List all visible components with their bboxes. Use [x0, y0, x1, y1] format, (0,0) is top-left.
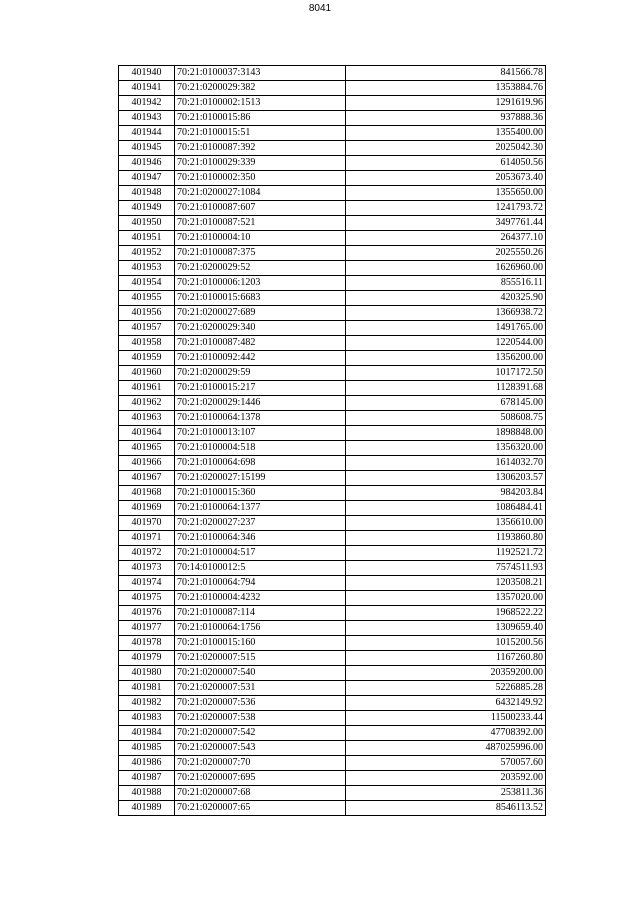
table-row [119, 696, 546, 711]
row-number-cell: 401986 [119, 756, 175, 771]
cadastral-number-cell: 70:21:0200007:540 [175, 666, 346, 681]
row-number-cell: 401953 [119, 261, 175, 276]
value-cell: 1015200.56 [346, 636, 546, 651]
value-cell: 1898848.00 [346, 426, 546, 441]
table-row [119, 546, 546, 561]
row-number-cell: 401946 [119, 156, 175, 171]
value-cell: 1309659.40 [346, 621, 546, 636]
table-row [119, 276, 546, 291]
row-number-cell: 401976 [119, 606, 175, 621]
table-row [119, 726, 546, 741]
cadastral-number-cell: 70:21:0200007:65 [175, 801, 346, 816]
cadastral-number-cell: 70:21:0200029:382 [175, 81, 346, 96]
cadastral-number-cell: 70:21:0200007:531 [175, 681, 346, 696]
cadastral-number-cell: 70:21:0100087:392 [175, 141, 346, 156]
registry-table [118, 65, 546, 816]
value-cell: 1128391.68 [346, 381, 546, 396]
table-row [119, 621, 546, 636]
value-cell: 855516.11 [346, 276, 546, 291]
row-number-cell: 401982 [119, 696, 175, 711]
value-cell: 2025550.26 [346, 246, 546, 261]
value-cell: 420325.90 [346, 291, 546, 306]
row-number-cell: 401956 [119, 306, 175, 321]
row-number-cell: 401987 [119, 771, 175, 786]
value-cell: 1193860.80 [346, 531, 546, 546]
table-row [119, 366, 546, 381]
row-number-cell: 401985 [119, 741, 175, 756]
table-row [119, 786, 546, 801]
value-cell: 1192521.72 [346, 546, 546, 561]
cadastral-number-cell: 70:21:0100064:698 [175, 456, 346, 471]
cadastral-number-cell: 70:21:0200007:536 [175, 696, 346, 711]
table-row [119, 501, 546, 516]
row-number-cell: 401964 [119, 426, 175, 441]
cadastral-number-cell: 70:21:0100087:114 [175, 606, 346, 621]
value-cell: 11500233.44 [346, 711, 546, 726]
cadastral-number-cell: 70:21:0200007:695 [175, 771, 346, 786]
cadastral-number-cell: 70:21:0100015:51 [175, 126, 346, 141]
cadastral-number-cell: 70:21:0100015:6683 [175, 291, 346, 306]
cadastral-number-cell: 70:21:0200007:515 [175, 651, 346, 666]
cadastral-number-cell: 70:21:0100004:518 [175, 441, 346, 456]
cadastral-number-cell: 70:21:0200027:1084 [175, 186, 346, 201]
cadastral-number-cell: 70:21:0100087:521 [175, 216, 346, 231]
table-row [119, 711, 546, 726]
table-row [119, 636, 546, 651]
cadastral-number-cell: 70:21:0100006:1203 [175, 276, 346, 291]
row-number-cell: 401966 [119, 456, 175, 471]
cadastral-number-cell: 70:21:0200029:59 [175, 366, 346, 381]
row-number-cell: 401981 [119, 681, 175, 696]
row-number-cell: 401954 [119, 276, 175, 291]
row-number-cell: 401973 [119, 561, 175, 576]
table-row [119, 96, 546, 111]
value-cell: 1203508.21 [346, 576, 546, 591]
value-cell: 1167260.80 [346, 651, 546, 666]
cadastral-number-cell: 70:21:0200007:538 [175, 711, 346, 726]
row-number-cell: 401940 [119, 66, 175, 81]
row-number-cell: 401944 [119, 126, 175, 141]
row-number-cell: 401943 [119, 111, 175, 126]
value-cell: 487025996.00 [346, 741, 546, 756]
value-cell: 614050.56 [346, 156, 546, 171]
row-number-cell: 401960 [119, 366, 175, 381]
table-row [119, 186, 546, 201]
row-number-cell: 401962 [119, 396, 175, 411]
row-number-cell: 401950 [119, 216, 175, 231]
row-number-cell: 401984 [119, 726, 175, 741]
table-row [119, 681, 546, 696]
page-number: 8041 [308, 3, 332, 14]
row-number-cell: 401988 [119, 786, 175, 801]
row-number-cell: 401989 [119, 801, 175, 816]
value-cell: 1626960.00 [346, 261, 546, 276]
cadastral-number-cell: 70:21:0100064:1756 [175, 621, 346, 636]
cadastral-number-cell: 70:21:0100064:346 [175, 531, 346, 546]
table-row [119, 111, 546, 126]
table-row [119, 486, 546, 501]
table-row [119, 306, 546, 321]
cadastral-number-cell: 70:21:0100015:86 [175, 111, 346, 126]
table-row [119, 321, 546, 336]
row-number-cell: 401970 [119, 516, 175, 531]
table-row [119, 351, 546, 366]
value-cell: 1968522.22 [346, 606, 546, 621]
table-row [119, 261, 546, 276]
cadastral-number-cell: 70:21:0100064:1377 [175, 501, 346, 516]
value-cell: 1356320.00 [346, 441, 546, 456]
value-cell: 2025042.30 [346, 141, 546, 156]
value-cell: 6432149.92 [346, 696, 546, 711]
cadastral-number-cell: 70:21:0200029:52 [175, 261, 346, 276]
table-row [119, 396, 546, 411]
cadastral-number-cell: 70:21:0100037:3143 [175, 66, 346, 81]
cadastral-number-cell: 70:21:0100002:350 [175, 171, 346, 186]
table-row [119, 561, 546, 576]
row-number-cell: 401967 [119, 471, 175, 486]
row-number-cell: 401957 [119, 321, 175, 336]
row-number-cell: 401979 [119, 651, 175, 666]
row-number-cell: 401958 [119, 336, 175, 351]
row-number-cell: 401978 [119, 636, 175, 651]
cadastral-number-cell: 70:21:0100004:517 [175, 546, 346, 561]
value-cell: 1357020.00 [346, 591, 546, 606]
row-number-cell: 401963 [119, 411, 175, 426]
value-cell: 841566.78 [346, 66, 546, 81]
row-number-cell: 401961 [119, 381, 175, 396]
table-row [119, 756, 546, 771]
registry-table-body [119, 66, 546, 816]
value-cell: 1366938.72 [346, 306, 546, 321]
table-row [119, 141, 546, 156]
table-row [119, 336, 546, 351]
table-row [119, 441, 546, 456]
value-cell: 1353884.76 [346, 81, 546, 96]
cadastral-number-cell: 70:21:0100013:107 [175, 426, 346, 441]
cadastral-number-cell: 70:21:0200027:689 [175, 306, 346, 321]
row-number-cell: 401969 [119, 501, 175, 516]
table-row [119, 591, 546, 606]
value-cell: 1241793.72 [346, 201, 546, 216]
cadastral-number-cell: 70:21:0100004:10 [175, 231, 346, 246]
cadastral-number-cell: 70:21:0100092:442 [175, 351, 346, 366]
value-cell: 3497761.44 [346, 216, 546, 231]
table-row [119, 801, 546, 816]
row-number-cell: 401947 [119, 171, 175, 186]
table-row [119, 456, 546, 471]
table-row [119, 651, 546, 666]
cadastral-number-cell: 70:21:0100087:607 [175, 201, 346, 216]
value-cell: 47708392.00 [346, 726, 546, 741]
row-number-cell: 401968 [119, 486, 175, 501]
row-number-cell: 401955 [119, 291, 175, 306]
cadastral-number-cell: 70:21:0100029:339 [175, 156, 346, 171]
value-cell: 1291619.96 [346, 96, 546, 111]
value-cell: 1614032.70 [346, 456, 546, 471]
value-cell: 1086484.41 [346, 501, 546, 516]
cadastral-number-cell: 70:21:0200007:542 [175, 726, 346, 741]
row-number-cell: 401983 [119, 711, 175, 726]
value-cell: 984203.84 [346, 486, 546, 501]
cadastral-number-cell: 70:21:0200027:237 [175, 516, 346, 531]
value-cell: 508608.75 [346, 411, 546, 426]
table-row [119, 516, 546, 531]
value-cell: 253811.36 [346, 786, 546, 801]
cadastral-number-cell: 70:21:0100064:1378 [175, 411, 346, 426]
value-cell: 1356200.00 [346, 351, 546, 366]
value-cell: 7574511.93 [346, 561, 546, 576]
value-cell: 937888.36 [346, 111, 546, 126]
value-cell: 1306203.57 [346, 471, 546, 486]
cadastral-number-cell: 70:21:0100004:4232 [175, 591, 346, 606]
value-cell: 20359200.00 [346, 666, 546, 681]
value-cell: 203592.00 [346, 771, 546, 786]
table-row [119, 171, 546, 186]
row-number-cell: 401941 [119, 81, 175, 96]
cadastral-number-cell: 70:21:0100002:1513 [175, 96, 346, 111]
cadastral-number-cell: 70:21:0200007:543 [175, 741, 346, 756]
table-row [119, 291, 546, 306]
cadastral-number-cell: 70:21:0100087:482 [175, 336, 346, 351]
cadastral-number-cell: 70:21:0200007:68 [175, 786, 346, 801]
cadastral-number-cell: 70:21:0200007:70 [175, 756, 346, 771]
row-number-cell: 401974 [119, 576, 175, 591]
cadastral-number-cell: 70:21:0200027:15199 [175, 471, 346, 486]
row-number-cell: 401952 [119, 246, 175, 261]
table-row [119, 381, 546, 396]
row-number-cell: 401980 [119, 666, 175, 681]
row-number-cell: 401949 [119, 201, 175, 216]
value-cell: 264377.10 [346, 231, 546, 246]
row-number-cell: 401965 [119, 441, 175, 456]
table-row [119, 126, 546, 141]
row-number-cell: 401945 [119, 141, 175, 156]
table-row [119, 471, 546, 486]
value-cell: 1220544.00 [346, 336, 546, 351]
table-row [119, 216, 546, 231]
value-cell: 1491765.00 [346, 321, 546, 336]
table-row [119, 231, 546, 246]
table-row [119, 426, 546, 441]
row-number-cell: 401975 [119, 591, 175, 606]
value-cell: 1356610.00 [346, 516, 546, 531]
cadastral-number-cell: 70:14:0100012:5 [175, 561, 346, 576]
row-number-cell: 401971 [119, 531, 175, 546]
table-row [119, 576, 546, 591]
table-row [119, 606, 546, 621]
table-row [119, 741, 546, 756]
value-cell: 8546113.52 [346, 801, 546, 816]
cadastral-number-cell: 70:21:0200029:340 [175, 321, 346, 336]
row-number-cell: 401951 [119, 231, 175, 246]
cadastral-number-cell: 70:21:0100087:375 [175, 246, 346, 261]
value-cell: 1017172.50 [346, 366, 546, 381]
table-row [119, 771, 546, 786]
value-cell: 570057.60 [346, 756, 546, 771]
table-row [119, 531, 546, 546]
value-cell: 678145.00 [346, 396, 546, 411]
value-cell: 1355400.00 [346, 126, 546, 141]
row-number-cell: 401972 [119, 546, 175, 561]
value-cell: 5226885.28 [346, 681, 546, 696]
table-row [119, 156, 546, 171]
row-number-cell: 401948 [119, 186, 175, 201]
row-number-cell: 401977 [119, 621, 175, 636]
table-row [119, 66, 546, 81]
table-row [119, 666, 546, 681]
cadastral-number-cell: 70:21:0100064:794 [175, 576, 346, 591]
table-row [119, 246, 546, 261]
cadastral-number-cell: 70:21:0200029:1446 [175, 396, 346, 411]
table-row [119, 201, 546, 216]
cadastral-number-cell: 70:21:0100015:217 [175, 381, 346, 396]
table-row [119, 81, 546, 96]
row-number-cell: 401942 [119, 96, 175, 111]
value-cell: 2053673.40 [346, 171, 546, 186]
value-cell: 1355650.00 [346, 186, 546, 201]
table-row [119, 411, 546, 426]
cadastral-number-cell: 70:21:0100015:160 [175, 636, 346, 651]
cadastral-number-cell: 70:21:0100015:360 [175, 486, 346, 501]
row-number-cell: 401959 [119, 351, 175, 366]
